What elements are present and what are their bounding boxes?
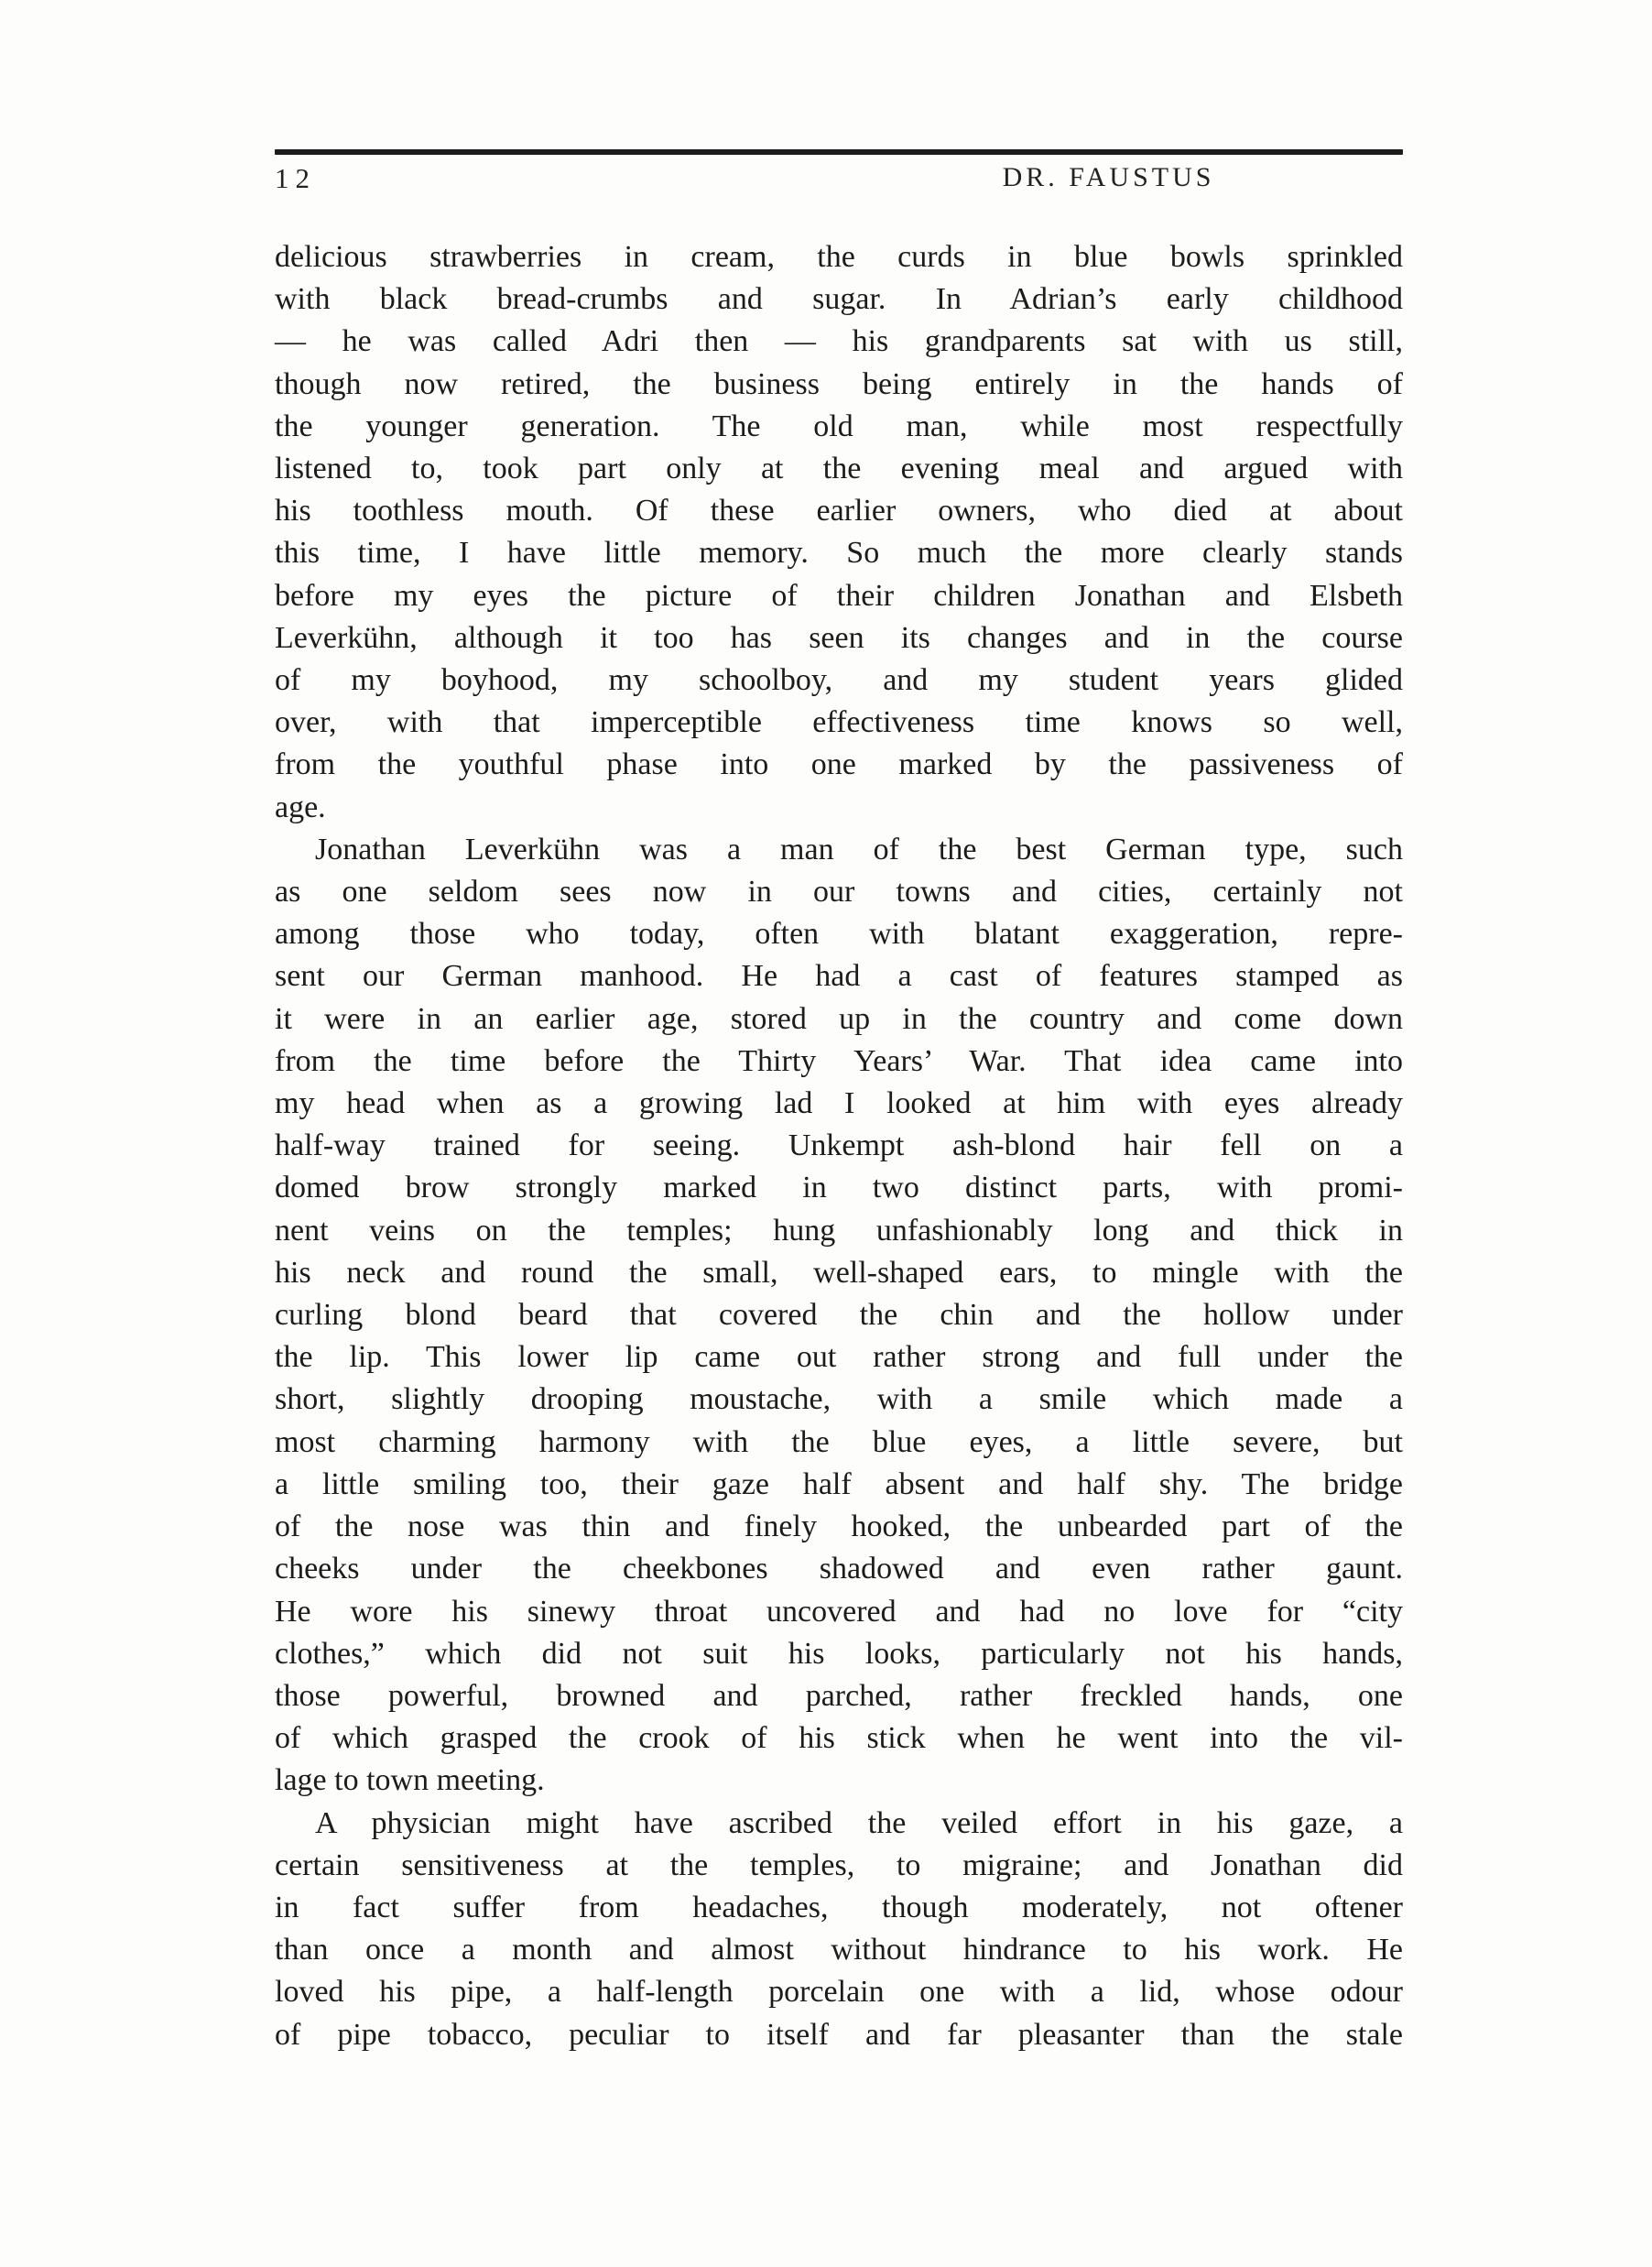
text-line: age. [275,790,326,824]
page-header [275,149,1403,202]
text-line: his toothless mouth. Of these earlier owners, who died at about [275,494,1403,529]
text-line: short, slightly drooping moustache, with a smile which made a [275,1382,1403,1417]
text-line: from the youthful phase into one marked by the passiveness of [275,747,1403,782]
text-line: his neck and round the small, well-shaped ears, to mingle with the [275,1255,1403,1290]
text-line: — he was called Adri then — his grandparents sat with us still, [275,324,1403,359]
text-line: than once a month and almost without hindrance to his work. He [275,1933,1403,1967]
text-line: from the time before the Thirty Years’ War. That idea came into [275,1043,1403,1078]
running-head: DR. FAUSTUS [1002,162,1215,192]
header-rule [275,149,1403,155]
text-line: half-way trained for seeing. Unkempt ash-blond hair fell on a [275,1128,1403,1163]
text-line: of pipe tobacco, peculiar to itself and far pleasanter than the stale [275,2017,1403,2052]
text-line: though now retired, the business being entirely in the hands of [275,366,1403,401]
text-line: my head when as a growing lad I looked at him with eyes already [275,1086,1403,1121]
text-line: of my boyhood, my schoolboy, and my student years glided [275,663,1403,698]
text-line: as one seldom sees now in our towns and cities, certainly not [275,875,1403,910]
text-line: clothes,” which did not suit his looks, particularly not his hands, [275,1636,1403,1671]
text-line: delicious strawberries in cream, the curds in blue bowls sprinkled [275,240,1403,274]
text-line: loved his pipe, a half-length porcelain one with a lid, whose odour [275,1975,1403,2010]
header-row [275,162,1403,202]
text-line: cheeks under the cheekbones shadowed and even rather gaunt. [275,1552,1403,1586]
text-line: curling blond beard that covered the chin and the hollow under [275,1298,1403,1333]
text-line: in fact suffer from headaches, though moderately, not oftener [275,1890,1403,1924]
text-line: over, with that imperceptible effectiveness time knows so well, [275,705,1403,740]
text-line: it were in an earlier age, stored up in the country and come down [275,1001,1403,1036]
text-line: of which grasped the crook of his stick when he went into the vil- [275,1721,1403,1756]
text-line: listened to, took part only at the evening meal and argued with [275,452,1403,486]
text-line: among those who today, often with blatant exaggeration, repre- [275,917,1403,952]
text-line: with black bread-crumbs and sugar. In Adrian’s early childhood [275,282,1403,317]
text-line: of the nose was thin and finely hooked, the unbearded part of the [275,1510,1403,1544]
text-line: most charming harmony with the blue eyes, a little severe, but [275,1424,1403,1459]
paragraph [275,1803,1403,2056]
text-line: A physician might have ascribed the veiled effort in his gaze, a [315,1805,1403,1840]
text-line: a little smiling too, their gaze half absent and half shy. The bridge [275,1466,1403,1501]
text-block [275,236,1403,2056]
text-line: the younger generation. The old man, while most respectfully [275,409,1403,443]
text-line: this time, I have little memory. So much the more clearly stands [275,536,1403,571]
text-line: domed brow strongly marked in two distinct parts, with promi- [275,1171,1403,1205]
text-line: nent veins on the temples; hung unfashionably long and thick in [275,1213,1403,1248]
page-number: 12 [275,162,316,194]
text-line: the lip. This lower lip came out rather strong and full under the [275,1340,1403,1375]
text-line: lage to town meeting. [275,1763,545,1798]
text-line: before my eyes the picture of their children Jonathan and Elsbeth [275,578,1403,613]
paragraph [275,829,1403,1803]
text-line: Leverkühn, although it too has seen its changes and in the course [275,620,1403,655]
text-line: sent our German manhood. He had a cast of features stamped as [275,959,1403,994]
text-line: Jonathan Leverkühn was a man of the best German type, such [315,832,1403,866]
text-line: certain sensitiveness at the temples, to migraine; and Jonathan did [275,1847,1403,1882]
text-line: those powerful, browned and parched, rather freckled hands, one [275,1678,1403,1713]
paragraph [275,236,1403,829]
text-line: He wore his sinewy throat uncovered and had no love for “city [275,1594,1403,1629]
